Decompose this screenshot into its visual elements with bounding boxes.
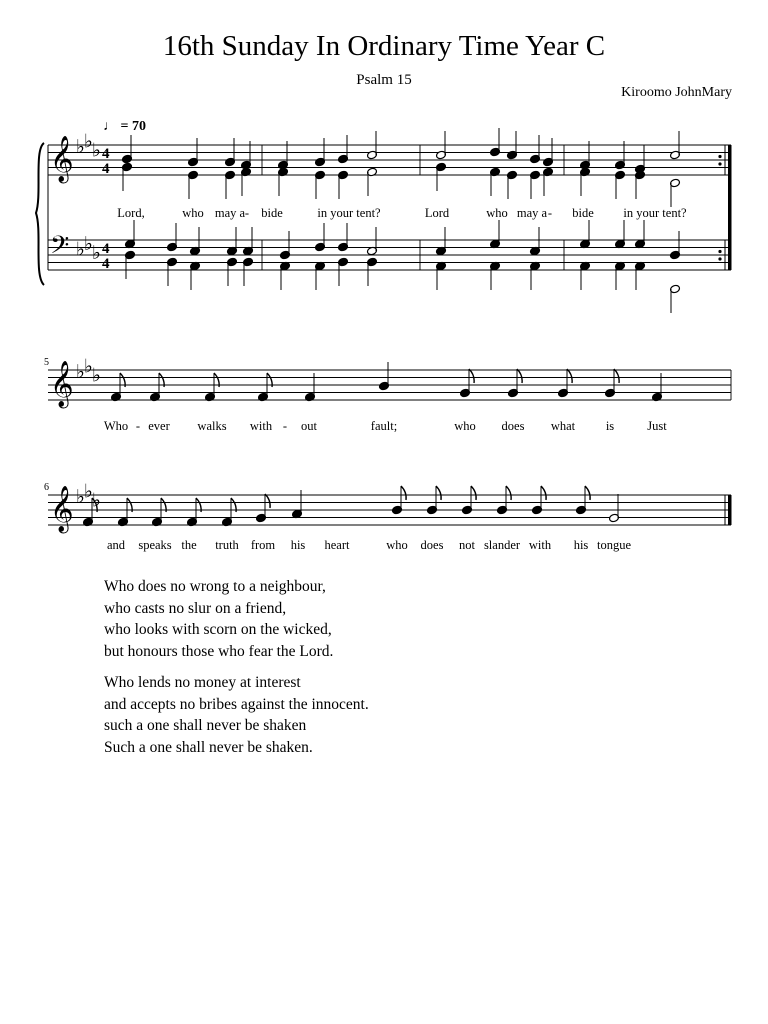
lyric-syllable: tongue	[596, 538, 632, 552]
thick-barline	[728, 175, 732, 240]
lyric-syllable: -	[244, 206, 250, 220]
measure-number-6: 6	[44, 482, 49, 493]
lyric-syllable: bide	[572, 206, 594, 220]
lyric-syllable: fault;	[370, 419, 398, 433]
barlines	[36, 143, 732, 525]
verse-text	[104, 576, 369, 768]
flat-sign: ♭	[92, 364, 101, 387]
thick-barline	[728, 240, 732, 270]
lyric-syllable: who	[386, 538, 408, 552]
flat-sign: ♭	[84, 233, 93, 255]
clefs	[50, 136, 74, 534]
key-signatures	[76, 131, 101, 512]
flat-sign: ♭	[84, 480, 93, 503]
note-flag	[471, 486, 476, 500]
note-flag	[436, 486, 441, 500]
note-flag	[506, 486, 511, 500]
measure-number-5: 5	[44, 357, 49, 368]
lyric-syllable: does	[420, 538, 444, 552]
verse-line: who looks with scorn on the wicked,	[104, 621, 332, 638]
flat-sign: ♭	[76, 135, 85, 158]
lyric-syllable: and	[106, 538, 126, 552]
verse-line: and accepts no bribes against the innocent.	[104, 695, 369, 713]
lyric-syllable: does	[501, 419, 525, 433]
lyric-syllable: ever	[148, 419, 170, 433]
lyric-syllable: -	[135, 419, 141, 433]
verse-line: Who lends no money at interest	[104, 674, 301, 691]
flat-sign: ♭	[76, 238, 85, 261]
flat-sign: ♭	[76, 360, 85, 383]
note-flag	[517, 369, 522, 383]
note-flag	[614, 369, 619, 383]
verse-line: such a one shall never be shaken	[104, 717, 307, 734]
flat-sign: ♭	[92, 242, 101, 264]
note-flag	[585, 486, 590, 500]
time-signature-top: 4	[102, 146, 110, 162]
verse-line: but honours those who fear the Lord.	[104, 642, 334, 660]
final-barline	[728, 495, 732, 525]
lyric-syllable: bide	[261, 206, 283, 220]
lyric-syllable: truth	[215, 538, 239, 552]
score-subtitle: Psalm 15	[356, 72, 412, 88]
repeat-dot	[718, 162, 721, 165]
flat-sign: ♭	[84, 355, 93, 378]
time-signature-bottom: 4	[102, 256, 110, 272]
note-flag	[567, 369, 572, 383]
staff-lines	[48, 145, 731, 525]
repeat-dot	[718, 155, 721, 158]
note-flag	[541, 486, 546, 500]
lyric-syllable: out	[301, 419, 317, 433]
time-signature-top: 4	[102, 241, 110, 257]
verse-line: who casts no slur on a friend,	[104, 599, 287, 617]
lyric-syllable: Just	[647, 419, 667, 433]
lyric-syllable: walks	[197, 419, 227, 433]
lyric-syllable: who	[182, 206, 204, 220]
flat-sign: ♭	[84, 130, 93, 153]
lyric-syllable: from	[250, 538, 276, 552]
verse-line: Such a one shall never be shaken.	[104, 738, 313, 756]
tempo-marking: ♩ = 70	[103, 119, 146, 134]
lyric-syllable: Who	[103, 419, 129, 433]
note-flag	[401, 486, 406, 500]
note-flag	[469, 369, 474, 383]
brace	[36, 143, 44, 285]
treble-clef: 𝄞	[50, 136, 74, 182]
lyric-syllable: speaks	[138, 538, 172, 552]
lyric-syllable: may a	[214, 206, 246, 220]
lyric-syllable: slander	[483, 538, 521, 552]
lyric-syllable: Lord,	[117, 206, 145, 220]
lyric-syllable: with	[249, 419, 273, 433]
flat-sign: ♭	[76, 485, 85, 508]
bass-clef: 𝄢	[50, 231, 70, 266]
lyric-syllable: -	[547, 206, 553, 220]
repeat-dot	[718, 257, 721, 260]
thick-barline	[728, 145, 732, 175]
lyric-syllable: may a	[516, 206, 548, 220]
lyric-syllable: his	[290, 538, 306, 552]
treble-clef: 𝄞	[50, 486, 74, 532]
lyric-syllable: in your tent?	[317, 206, 381, 220]
verse-line: Who does no wrong to a neighbour,	[104, 578, 326, 595]
lyric-syllable: who	[486, 206, 508, 220]
stanza-1	[104, 576, 369, 662]
flat-sign: ♭	[92, 489, 101, 512]
stanza-2	[104, 672, 369, 758]
treble-clef: 𝄞	[50, 361, 74, 407]
lyric-syllable: what	[550, 419, 576, 433]
lyric-syllable: not	[459, 538, 475, 552]
score-title: 16th Sunday In Ordinary Time Year C	[162, 30, 606, 62]
lyric-syllable: his	[573, 538, 589, 552]
composer-name: Kiroomo JohnMary	[621, 85, 732, 100]
lyric-syllable: the	[181, 538, 197, 552]
notes	[83, 128, 681, 527]
note-flag	[265, 494, 270, 508]
repeat-dot	[718, 250, 721, 253]
lyric-syllable: -	[282, 419, 288, 433]
time-signature-bottom: 4	[102, 161, 110, 177]
lyric-syllable: in your tent?	[623, 206, 687, 220]
lyric-syllable: Lord	[424, 206, 450, 220]
lyric-syllable: with	[528, 538, 552, 552]
lyric-syllable: heart	[324, 538, 350, 552]
time-signatures	[102, 146, 110, 272]
lyric-syllable: who	[454, 419, 476, 433]
flat-sign: ♭	[92, 139, 101, 162]
lyric-syllable: is	[605, 419, 615, 433]
